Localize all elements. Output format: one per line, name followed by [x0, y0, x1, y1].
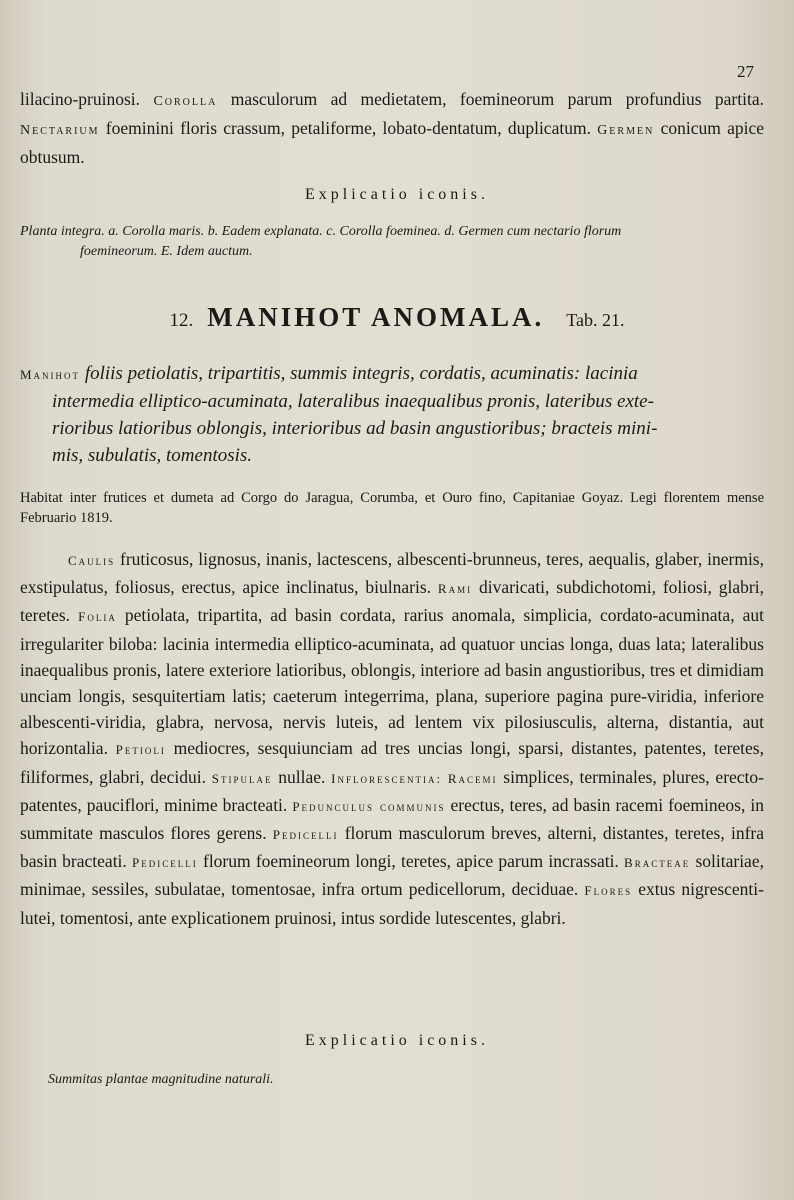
- term-flores: Flores: [584, 883, 633, 899]
- term-germen: Germen: [597, 123, 655, 138]
- term-rami: Rami: [437, 581, 473, 597]
- species-number: 12.: [169, 310, 194, 331]
- top-paragraph: lilacino-pruinosi. Corolla masculorum ad medietatem, foemineorum parum profundius partita. Nectarium foeminini floris crassum, petaliforme, lobato-dentatum, duplicatum. Germen conicum apice obtusum.: [20, 89, 764, 167]
- term-pedunculus: Pedunculus communis: [292, 798, 446, 814]
- term-inflorescentia: Inflorescentia:: [331, 770, 443, 786]
- term-corolla: Corolla: [153, 94, 218, 109]
- term-racemi: Racemi: [447, 770, 498, 786]
- term-pedicelli: Pedicelli: [272, 827, 339, 843]
- term-caulis: Caulis: [68, 553, 116, 568]
- caption-text-1: Planta integra. a. Corolla maris. b. Eadem explanata. c. Corolla foeminea. d. Germen cum nectario florum foemineorum. E. Idem auctum.: [20, 224, 622, 259]
- caption-heading-1: Explicatio iconis.: [305, 186, 489, 203]
- genus-name: Manihot: [20, 367, 81, 382]
- caption-text-2: Summitas plantae magnitudine naturali.: [48, 1072, 274, 1087]
- species-title: [0, 302, 794, 333]
- term-bracteae: Bracteae: [624, 855, 691, 871]
- species-name: MANIHOT ANOMALA.: [207, 302, 545, 332]
- plate-reference: Tab. 21.: [566, 310, 625, 330]
- habitat-note: Habitat inter frutices et dumeta ad Corgo do Jaragua, Corumba, et Ouro fino, Capitaniae Goyaz. Legi florentem mense Februario 1819.: [20, 490, 764, 526]
- term-folia: Folia: [78, 609, 117, 625]
- term-nectarium: Nectarium: [20, 123, 100, 138]
- caption-heading-2: Explicatio iconis.: [305, 1032, 489, 1049]
- term-pedicelli: Pedicelli: [132, 855, 198, 871]
- page-number: 27: [737, 62, 754, 81]
- term-petioli: Petioli: [115, 742, 166, 758]
- diagnosis: Manihot foliis petiolatis, tripartitis, summis integris, cordatis, acuminatis: lacinia intermedia elliptico-acuminata, lateralibus inaequalibus pronis, lateribus exte- rioribus latioribus oblongis, interioribus ad basin angustioribus; bracteis mini- mis, subulatis, tomentosis.: [20, 363, 658, 466]
- description: Caulis fruticosus, lignosus, inanis, lactescens, albescenti-brunneus, teres, aequalis, glaber, inermis, exstipulatus, foliosus, erectus, apice inclinatus, biulnaris. Rami divaricati, subdichotomi, foliosi, glabri, teretes. Folia petiolata, tripartita, ad basin cordata, rarius anomala, simplicia, cordato-acuminata, aut irregulariter biloba: lacinia intermedia elliptico-acuminata, ad quatuor uncias longa, duas lata; lateralibus inaequalibus pronis, latere exteriore latioribus, oblongis, interiore ad basin angustioribus, tres et dimidiam unciam longis, sesquitertiam latis; caeterum integerrima, plana, superiore pagina pure-viridia, inferiore albescenti-viridia, glabra, nervosa, nervis luteis, ad lentem vix pilosiusculis, alterna, distantia, aut horizontalia. Petioli mediocres, sesquiunciam ad tres uncias longi, sparsi, distantes, patentes, teretes, filiformes, glabri, decidui. Stipulae nullae. Inflorescentia: Racemi simplices, terminales, plures, erecto-patentes, pauciflori, minime bracteati. Pedunculus communis erectus, teres, ad basin racemi foemineos, in summitate masculos flores gerens. Pedicelli florum masculorum breves, alterni, distantes, teretes, infra basin bracteati. Pedicelli florum foemineorum longi, teretes, apice parum incrassati. Bracteae solitariae, minimae, sessiles, subulatae, tomentosae, infra ortum pedicellorum, deciduae. Flores extus nigrescenti-lutei, tomentosi, ante explicationem pruinosi, intus sordide lutescentes, glabri.: [20, 549, 765, 928]
- term-stipulae: Stipulae: [211, 770, 273, 786]
